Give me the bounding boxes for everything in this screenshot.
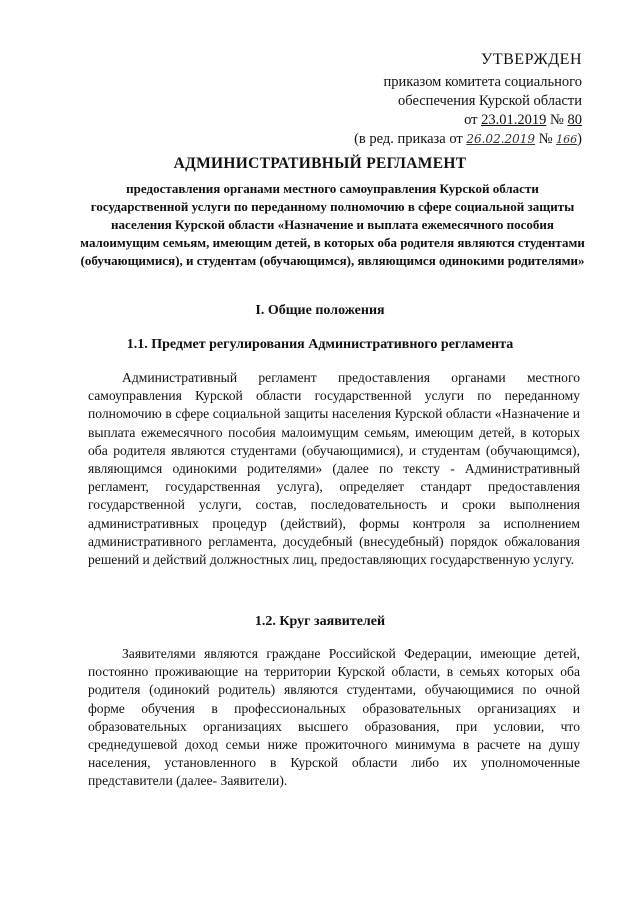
order-number: 80 bbox=[567, 112, 582, 128]
paragraph-1-2: Заявителями являются граждане Российской Федерации, имеющие детей, постоянно проживающие на территории Курской области, в семьях которых оба родителя (одинокий родитель) являются студентами, обучающимися по очной форме обучения в профессиональных образовательных организациях и образовательных организациях высшего образования, при условии, что среднедушевой доход семьи ниже прожиточного минимума в расчете на душу населения, установленного в Курской области либо их уполномоченные представители (далее- Заявители). bbox=[88, 646, 580, 789]
document-subtitle: предоставления органами местного самоуправления Курской области государственной услуги по переданному полномочию в сфере социальной защиты населения Курской области «Назначение и выплата ежемесячного пособия малоимущим семьям, имеющим детей, в которых оба родителя являются студентами (обучающимися), и студентам (обучающимся), являющимся одинокими родителями» bbox=[80, 181, 585, 268]
approval-amend-line bbox=[354, 130, 582, 149]
order-prefix: от bbox=[464, 112, 478, 128]
order-number-sign: № bbox=[550, 112, 564, 128]
amend-date-handwritten: 26.02.2019 bbox=[466, 132, 536, 146]
amend-number-sign: № bbox=[538, 131, 553, 147]
approval-stamp bbox=[354, 50, 582, 149]
amend-prefix: (в ред. приказа от bbox=[354, 131, 463, 147]
approval-heading: УТВЕРЖДЕН bbox=[481, 51, 582, 68]
amend-number-handwritten: 166 bbox=[556, 133, 578, 146]
order-date: 23.01.2019 bbox=[481, 112, 547, 128]
section-heading-general: I. Общие положения bbox=[255, 303, 385, 318]
subsection-heading-1-1: 1.1. Предмет регулирования Административного регламента bbox=[126, 337, 514, 352]
approval-order-line bbox=[354, 111, 582, 130]
approval-line-2: обеспечения Курской области bbox=[398, 93, 582, 109]
approval-line-1: приказом комитета социального bbox=[383, 74, 582, 90]
amend-suffix: ) bbox=[577, 131, 582, 147]
paragraph-1-1: Административный регламент предоставления органами местного самоуправления Курской области государственной услуги по переданному полномочию в сфере социальной защиты населения Курской области «Назначение и выплата ежемесячного пособия малоимущим семьям, имеющим детей, в которых оба родителя являются студентами (обучающимися), и студентам (обучающимся), являющимся одинокими родителями» (далее по тексту - Административный регламент, государственная услуга), определяет стандарт предоставления государственной услуги, состав, последовательность и сроки выполнения административных процедур (действий), формы контроля за исполнением административного регламента, досудебный (внесудебный) порядок обжалования решений и действий должностных лиц, предоставляющих государственную услугу. bbox=[88, 370, 580, 568]
subsection-heading-1-2: 1.2. Круг заявителей bbox=[254, 614, 386, 629]
document-title: АДМИНИСТРАТИВНЫЙ РЕГЛАМЕНТ bbox=[173, 155, 467, 172]
